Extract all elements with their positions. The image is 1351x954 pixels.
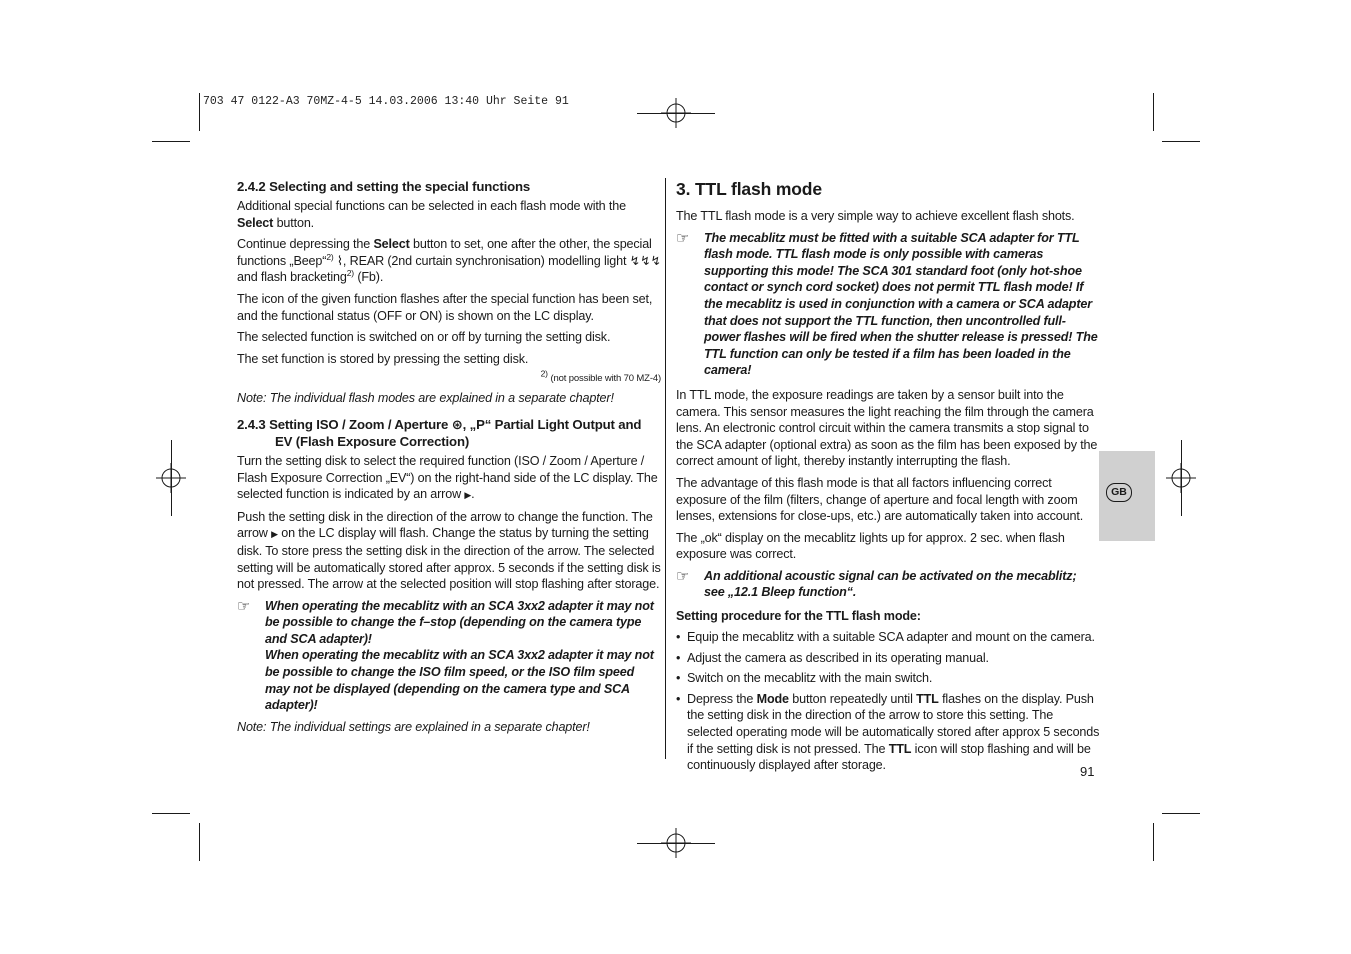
crop-mark xyxy=(1153,823,1154,861)
right-triangle-icon: ▶ xyxy=(271,529,278,540)
registration-line xyxy=(171,440,172,516)
section-heading-2-4-3: 2.4.3 Setting ISO / Zoom / Aperture ⊛, „P“ Partial Light Output and EV (Flash Exposure Correction) xyxy=(237,416,642,449)
list-item: • Equip the mecablitz with a suitable SCA adapter and mount on the camera. xyxy=(676,630,1095,645)
column-divider xyxy=(665,178,666,759)
language-badge: GB xyxy=(1106,483,1132,502)
print-slug: 703 47 0122-A3 70MZ-4-5 14.03.2006 13:40 Uhr Seite 91 xyxy=(203,95,569,108)
section-heading-2-4-2: 2.4.2 Selecting and setting the special functions xyxy=(237,179,531,194)
paragraph: The set function is stored by pressing the setting disk. xyxy=(237,351,529,366)
procedure-title: Setting procedure for the TTL flash mode: xyxy=(676,609,921,624)
chapter-heading: 3. TTL flash mode xyxy=(676,179,822,199)
pointing-hand-icon: ☞ xyxy=(676,229,690,247)
procedure-list xyxy=(676,629,1100,774)
paragraph: Push the setting disk in the direction of the arrow to change the function. The arrow ▶ on the LC display will flash. Change the status by turning the setting disk. To store press the setting disk in the direction of the arrow. The selected setting will be automatically stored after approx. 5 seconds if the setting disk is not pressed. The arrow at the selected position will stop flashing after storage. xyxy=(237,509,661,592)
paragraph: The TTL flash mode is a very simple way to achieve excellent flash shots. xyxy=(676,209,1075,223)
right-column xyxy=(676,178,1100,778)
crop-mark xyxy=(199,823,200,861)
paragraph: The „ok“ display on the mecablitz lights up for approx. 2 sec. when flash exposure was correct. xyxy=(676,530,1065,562)
paragraph: The advantage of this flash mode is that all factors influencing correct exposure of the film (filters, change of aperture and focal length with zoom lenses, extensions for close-ups, etc.) are automatically taken into account. xyxy=(676,475,1084,524)
crop-mark xyxy=(1153,93,1154,131)
note: Note: The individual flash modes are explained in a separate chapter! xyxy=(237,391,614,406)
paragraph: Additional special functions can be selected in each flash mode with the Select button. xyxy=(237,199,626,230)
paragraph: In TTL mode, the exposure readings are taken by a sensor built into the camera. This sensor measures the light reaching the film through the camera lens. An electronic control circuit within the camera transmits a stop signal to the SCA adapter (optional extra) as soon as the film has been exposed by the correct amount of light, thereby instantly interrupting the flash. xyxy=(676,387,1098,469)
right-triangle-icon: ▶ xyxy=(464,490,472,501)
paragraph: Turn the setting disk to select the required function (ISO / Zoom / Aperture / Flash Exposure Correction „EV“) on the right-hand side of the LC display. The selected function is indicated by an arrow ▶. xyxy=(237,453,658,502)
registration-line xyxy=(1181,440,1182,516)
list-item: • Adjust the camera as described in its operating manual. xyxy=(676,650,989,665)
crop-mark xyxy=(152,141,190,142)
warning-note: ☞ An additional acoustic signal can be activated on the mecablitz; see „12.1 Bleep function“. xyxy=(676,567,1077,600)
crop-mark xyxy=(1162,141,1200,142)
paragraph: Continue depressing the Select button to set, one after the other, the special functions „Beep“$^{2)}$ ⌇, REAR (2nd curtain synchronisation) modelling light ↯↯↯ and flash bracketing$^{2)}$ (Fb). xyxy=(237,237,661,285)
paragraph: The icon of the given function flashes after the special function has been set, and the functional status (OFF or ON) is shown on the LC display. xyxy=(237,291,653,323)
note: Note: The individual settings are explained in a separate chapter! xyxy=(237,719,590,734)
pointing-hand-icon: ☞ xyxy=(237,597,251,615)
registration-line xyxy=(637,113,715,114)
crop-mark xyxy=(1162,813,1200,814)
left-column xyxy=(237,178,661,740)
registration-line xyxy=(637,843,715,844)
list-item: • Switch on the mecablitz with the main switch. xyxy=(676,671,933,686)
aperture-icon: ⊛ xyxy=(451,416,463,432)
list-item: • Depress the Mode button repeatedly until TTL flashes on the display. Push the setting disk in the direction of the arrow to store this setting. The selected operating mode will be automatically stored after approx 5 seconds if the setting disk is not pressed. The TTL icon will stop flashing and will be continuously displayed after storage. xyxy=(676,691,1100,773)
crop-mark xyxy=(152,813,190,814)
paragraph: The selected function is switched on or off by turning the setting disk. xyxy=(237,330,611,345)
pointing-hand-icon: ☞ xyxy=(676,567,690,585)
crop-mark xyxy=(199,93,200,131)
footnote: $^{2)}$ (not possible with 70 MZ-4) xyxy=(540,369,661,385)
page-number: 91 xyxy=(1080,764,1095,779)
warning-note: ☞ When operating the mecablitz with an SCA 3xx2 adapter it may not be possible to change the f–stop (depending on the camera type and SCA adapter)! When operating the mecablitz with an SCA 3xx2 adapter it may not be possible to change the ISO film speed, or the ISO film speed may not be displayed (depending on the camera type and SCA adapter)! xyxy=(237,597,654,713)
modelling-light-icon: ↯↯↯ xyxy=(629,253,661,268)
warning-note: ☞ The mecablitz must be fitted with a suitable SCA adapter for TTL flash mode. TTL flash mode is only possible with cameras supporting this mode! The SCA 301 standard foot (only hot-shoe contact or synch cord socket) does not permit TTL flash mode! If the mecablitz is used in conjunction with a camera or SCA adapter that does not support the TTL function, then uncontrolled full-power flashes will be fired when the shutter release is pressed! The TTL function can only be tested if a film has been loaded in the camera! xyxy=(676,229,1098,378)
